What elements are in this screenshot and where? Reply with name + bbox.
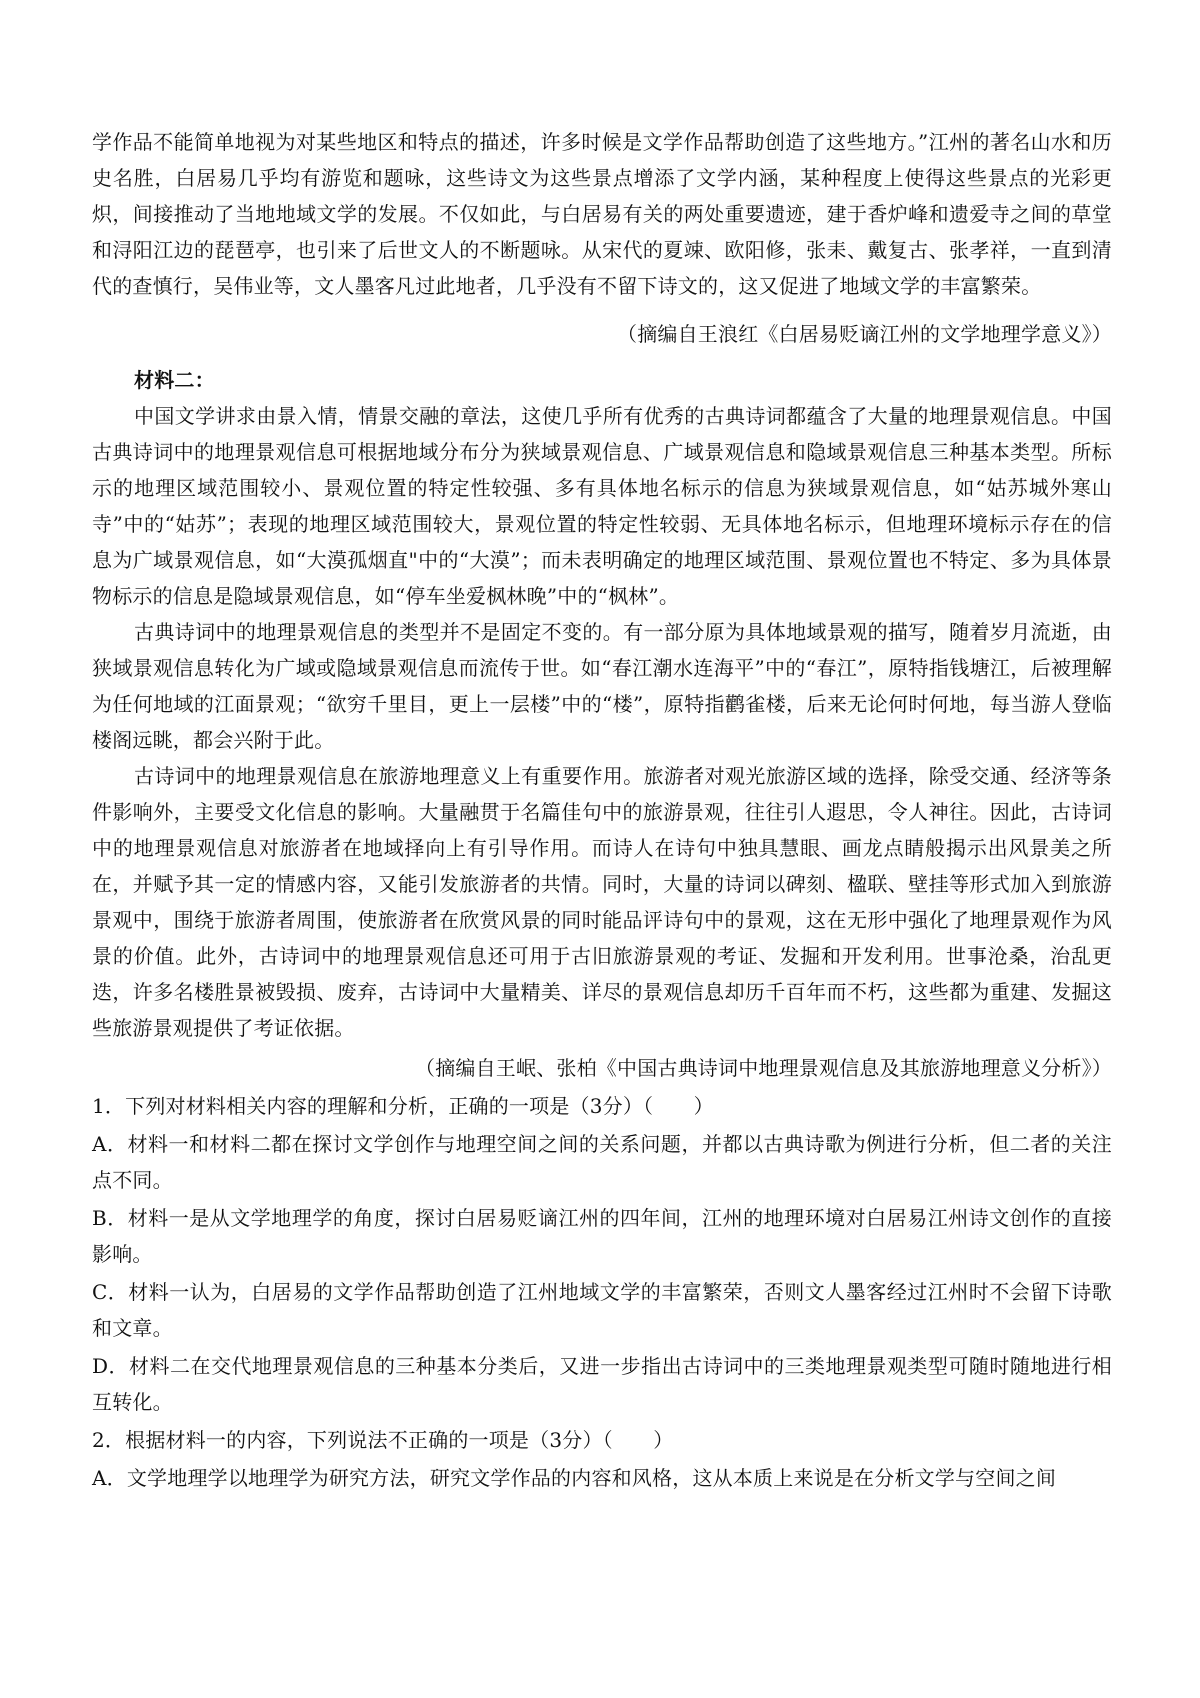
material1-continuation: 学作品不能简单地视为对某些地区和特点的描述，许多时候是文学作品帮助创造了这些地方。”江州的著名山水和历史名胜，白居易几乎均有游览和题咏，这些诗文为这些景点增添了文学内涵，某种程度上使得这些景点的光彩更炽，间接推动了当地地域文学的发展。不仅如此，与白居易有关的两处重要遗迹，建于香炉峰和遗爱寺之间的草堂和浔阳江边的琵琶亭，也引来了后世文人的不断题咏。从宋代的夏竦、欧阳修，张耒、戴复古、张孝祥，一直到清代的查慎行，吴伟业等，文人墨客凡过此地者，几乎没有不留下诗文的，这又促进了地域文学的丰富繁荣。 bbox=[92, 130, 1112, 298]
question-1-option-d: D．材料二在交代地理景观信息的三种基本分类后，又进一步指出古诗词中的三类地理景观类型可随时随地进行相互转化。 bbox=[92, 1354, 1112, 1414]
material2-paragraph: 古典诗词中的地理景观信息的类型并不是固定不变的。有一部分原为具体地域景观的描写，随着岁月流逝，由狭域景观信息转化为广域或隐域景观信息而流传于世。如“春江潮水连海平”中的“春江”，原特指钱塘江，后被理解为任何地域的江面景观；“欲穷千里目，更上一层楼”中的“楼”，原特指鹳雀楼，后来无论何时何地，每当游人登临楼阁远眺，都会兴附于此。 bbox=[92, 620, 1112, 752]
question-1-stem: 1．下列对材料相关内容的理解和分析，正确的一项是（3分）（ ） bbox=[92, 1094, 714, 1118]
material1-source: （摘编自王浪红《白居易贬谪江州的文学地理学意义》） bbox=[617, 322, 1112, 346]
question-1-option-a: A．材料一和材料二都在探讨文学创作与地理空间之间的关系问题，并都以古典诗歌为例进行分析，但二者的关注点不同。 bbox=[92, 1132, 1112, 1192]
material2-source: （摘编自王岷、张柏《中国古典诗词中地理景观信息及其旅游地理意义分析》） bbox=[415, 1056, 1112, 1080]
question-1-option-b: B．材料一是从文学地理学的角度，探讨白居易贬谪江州的四年间，江州的地理环境对白居易江州诗文创作的直接影响。 bbox=[92, 1206, 1112, 1266]
material2-paragraph: 古诗词中的地理景观信息在旅游地理意义上有重要作用。旅游者对观光旅游区域的选择，除受交通、经济等条件影响外，主要受文化信息的影响。大量融贯于名篇佳句中的旅游景观，往往引人遐思，令人神往。因此，古诗词中的地理景观信息对旅游者在地域择向上有引导作用。而诗人在诗句中独具慧眼、画龙点睛般揭示出风景美之所在，并赋予其一定的情感内容，又能引发旅游者的共情。同时，大量的诗词以碑刻、楹联、壁挂等形式加入到旅游景观中，围绕于旅游者周围，使旅游者在欣赏风景的同时能品评诗句中的景观，这在无形中强化了地理景观作为风景的价值。此外，古诗词中的地理景观信息还可用于古旧旅游景观的考证、发掘和开发利用。世事沧桑，治乱更迭，许多名楼胜景被毁损、废弃，古诗词中大量精美、详尽的景观信息却历千百年而不朽，这些都为重建、发掘这些旅游景观提供了考证依据。 bbox=[92, 764, 1112, 1040]
question-2-stem: 2．根据材料一的内容，下列说法不正确的一项是（3分）（ ） bbox=[92, 1428, 674, 1452]
question-2-option-a: A．文学地理学以地理学为研究方法，研究文学作品的内容和风格，这从本质上来说是在分析文学与空间之间 bbox=[92, 1466, 1057, 1490]
material2-heading: 材料二： bbox=[134, 368, 215, 392]
exam-page bbox=[92, 124, 1112, 1496]
material2-paragraph: 中国文学讲求由景入情，情景交融的章法，这使几乎所有优秀的古典诗词都蕴含了大量的地理景观信息。中国古典诗词中的地理景观信息可根据地域分布分为狭域景观信息、广域景观信息和隐域景观信息三种基本类型。所标示的地理区域范围较小、景观位置的特定性较强、多有具体地名标示的信息为狭域景观信息，如“姑苏城外寒山寺”中的“姑苏”；表现的地理区域范围较大，景观位置的特定性较弱、无具体地名标示，但地理环境标示存在的信息为广域景观信息，如“大漠孤烟直"中的“大漠”；而未表明确定的地理区域范围、景观位置也不特定、多为具体景物标示的信息是隐域景观信息，如“停车坐爱枫林晚”中的“枫林”。 bbox=[92, 404, 1112, 608]
question-1-option-c: C．材料一认为，白居易的文学作品帮助创造了江州地域文学的丰富繁荣，否则文人墨客经过江州时不会留下诗歌和文章。 bbox=[92, 1280, 1112, 1340]
